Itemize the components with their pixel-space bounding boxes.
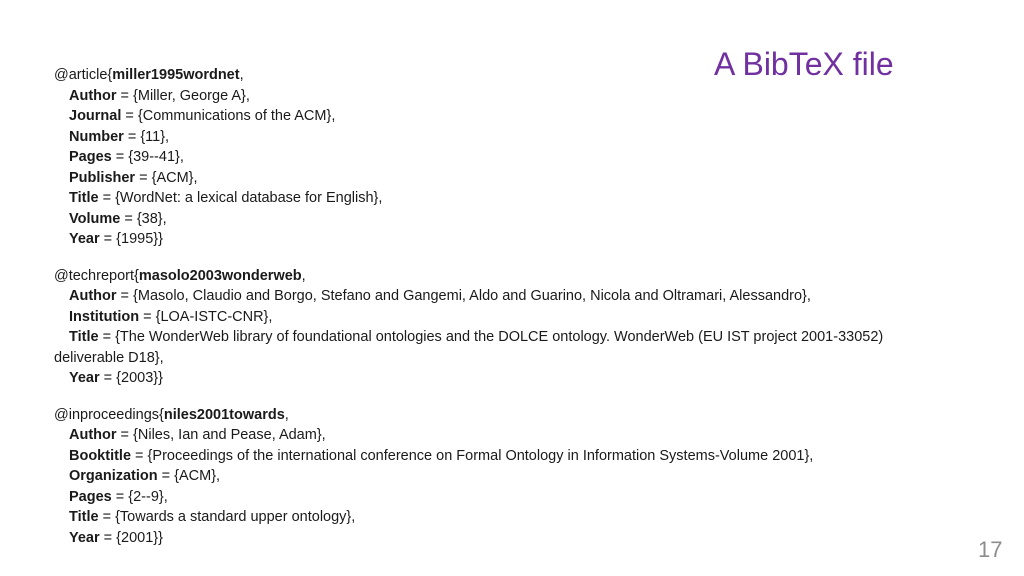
bibtex-entry-article [54,65,954,250]
field-name: Title [69,509,99,525]
field-name: Number [69,128,124,145]
entry-key: masolo2003wonderweb [138,267,302,284]
field-line [54,528,954,549]
field-line [54,286,954,307]
field-name: Booktitle [69,447,132,464]
field-value: = {1995}} [99,231,163,247]
field-line [54,147,954,168]
field-name: Year [69,529,100,546]
field-name: Volume [69,210,121,227]
field-name: Publisher [69,169,136,186]
field-value: = {Towards a standard upper ontology}, [98,509,356,525]
field-line [54,466,954,487]
field-line [54,229,954,250]
field-value: = {38}, [120,210,167,227]
field-value: = {WordNet: a lexical database for English}, [98,190,383,206]
entry-type: @article{ [54,67,113,83]
field-name: Year [69,370,100,386]
slide-number: 17 [978,537,1003,562]
field-line [54,209,954,230]
field-name: Title [69,190,99,206]
field-line [54,307,954,328]
field-value: = {2--9}, [111,488,168,505]
entry-key: miller1995wordnet [112,67,240,83]
field-line [54,188,954,209]
field-line [54,106,954,127]
bibtex-entry-inproceedings [54,405,954,549]
field-name: Pages [69,488,112,505]
field-value: = {The WonderWeb library of foundational ontologies and the DOLCE ontology. WonderWeb (EU IST project 2001-33052) [98,329,884,345]
field-line [54,487,954,508]
field-name: Author [69,288,117,304]
entry-header: @article{miller1995wordnet, [54,67,244,83]
field-name: Institution [69,308,140,325]
field-value: = {LOA-ISTC-CNR}, [139,308,273,325]
entry-header: @techreport{masolo2003wonderweb, [54,267,306,284]
field-name: Journal [69,108,122,124]
field-line [54,127,954,148]
bibtex-entry-techreport [54,266,954,389]
field-value: = {39--41}, [111,149,184,165]
entry-header: @inproceedings{niles2001towards, [54,406,289,423]
field-name: Organization [69,468,158,484]
field-value: = {ACM}, [157,468,221,484]
field-line [54,327,954,348]
field-value: = {Masolo, Claudio and Borgo, Stefano and Gangemi, Aldo and Guarino, Nicola and Oltramari, Alessandro}, [116,288,811,304]
entry-type: @inproceedings{ [54,406,164,423]
field-value: = {2003}} [99,370,163,386]
entry-type: @techreport{ [54,267,139,284]
field-value-continuation: deliverable D18}, [54,349,164,366]
field-line [54,368,954,389]
field-value: = {Niles, Ian and Pease, Adam}, [116,427,326,443]
field-value: = {Miller, George A}, [116,87,250,104]
field-name: Year [69,231,100,247]
field-value: = {11}, [123,128,170,145]
field-name: Author [69,87,117,104]
field-line [54,425,954,446]
field-name: Title [69,329,99,345]
field-line [54,446,954,467]
field-value: = {2001}} [99,529,163,546]
field-line [54,168,954,189]
field-continuation-line [54,348,954,369]
field-value: = {Proceedings of the international conference on Formal Ontology in Information Systems-Volume 2001}, [131,447,814,464]
field-name: Pages [69,149,112,165]
slide-title: A BibTeX file [714,46,894,82]
field-line [54,507,954,528]
field-value: = {ACM}, [135,169,198,186]
entry-key: niles2001towards [163,406,285,423]
bibtex-listing [54,65,954,564]
field-name: Author [69,427,117,443]
field-value: = {Communications of the ACM}, [121,108,336,124]
field-line [54,86,954,107]
